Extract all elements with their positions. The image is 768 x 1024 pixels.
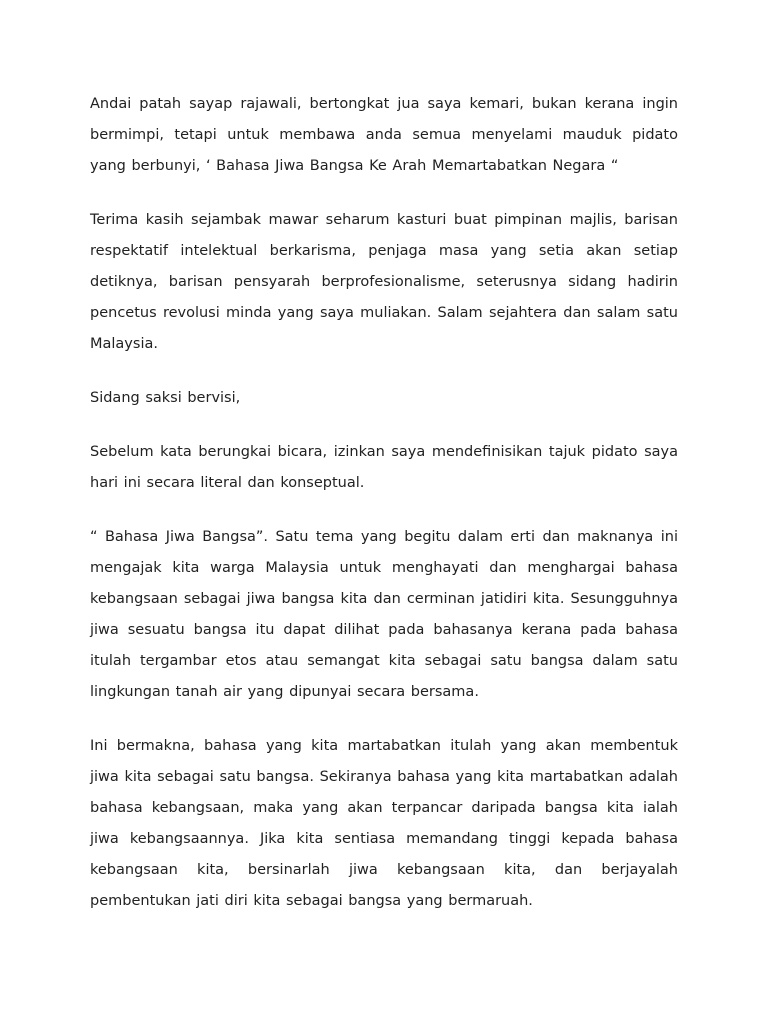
paragraph-opening: Andai patah sayap rajawali, bertongkat jua saya kemari, bukan kerana ingin bermimpi, tetapi untuk membawa anda semua menyelami mauduk pidato yang berbunyi, ‘ Bahasa Jiwa Bangsa Ke Arah Memartabatkan Negara “ [90, 96, 678, 174]
speech-text [90, 89, 678, 940]
paragraph-address: Sidang saksi bervisi, [90, 390, 241, 406]
paragraph-greeting: Terima kasih sejambak mawar seharum kasturi buat pimpinan majlis, barisan respektatif intelektual berkarisma, penjaga masa yang setia akan setiap detiknya, barisan pensyarah berprofesionalisme, seterusnya sidang hadirin pencetus revolusi minda yang saya muliakan. Salam sejahtera dan salam satu Malaysia. [90, 212, 678, 352]
paragraph-definition-intro: Sebelum kata berungkai bicara, izinkan saya mendefinisikan tajuk pidato saya hari ini secara literal dan konseptual. [90, 444, 678, 491]
paragraph-theme: “ Bahasa Jiwa Bangsa”. Satu tema yang begitu dalam erti dan maknanya ini mengajak kita warga Malaysia untuk menghayati dan menghargai bahasa kebangsaan sebagai jiwa bangsa kita dan cerminan jatidiri kita. Sesungguhnya jiwa sesuatu bangsa itu dapat dilihat pada bahasanya kerana pada bahasa itulah tergambar etos atau semangat kita sebagai satu bangsa dalam satu lingkungan tanah air yang dipunyai secara bersama. [90, 529, 678, 700]
paragraph-meaning: Ini bermakna, bahasa yang kita martabatkan itulah yang akan membentuk jiwa kita sebagai satu bangsa. Sekiranya bahasa yang kita martabatkan adalah bahasa kebangsaan, maka yang akan terpancar daripada bangsa kita ialah jiwa kebangsaannya. Jika kita sentiasa memandang tinggi kepada bahasa kebangsaan kita, bersinarlah jiwa kebangsaan kita, dan berjayalah pembentukan jati diri kita sebagai bangsa yang bermaruah. [90, 738, 678, 909]
